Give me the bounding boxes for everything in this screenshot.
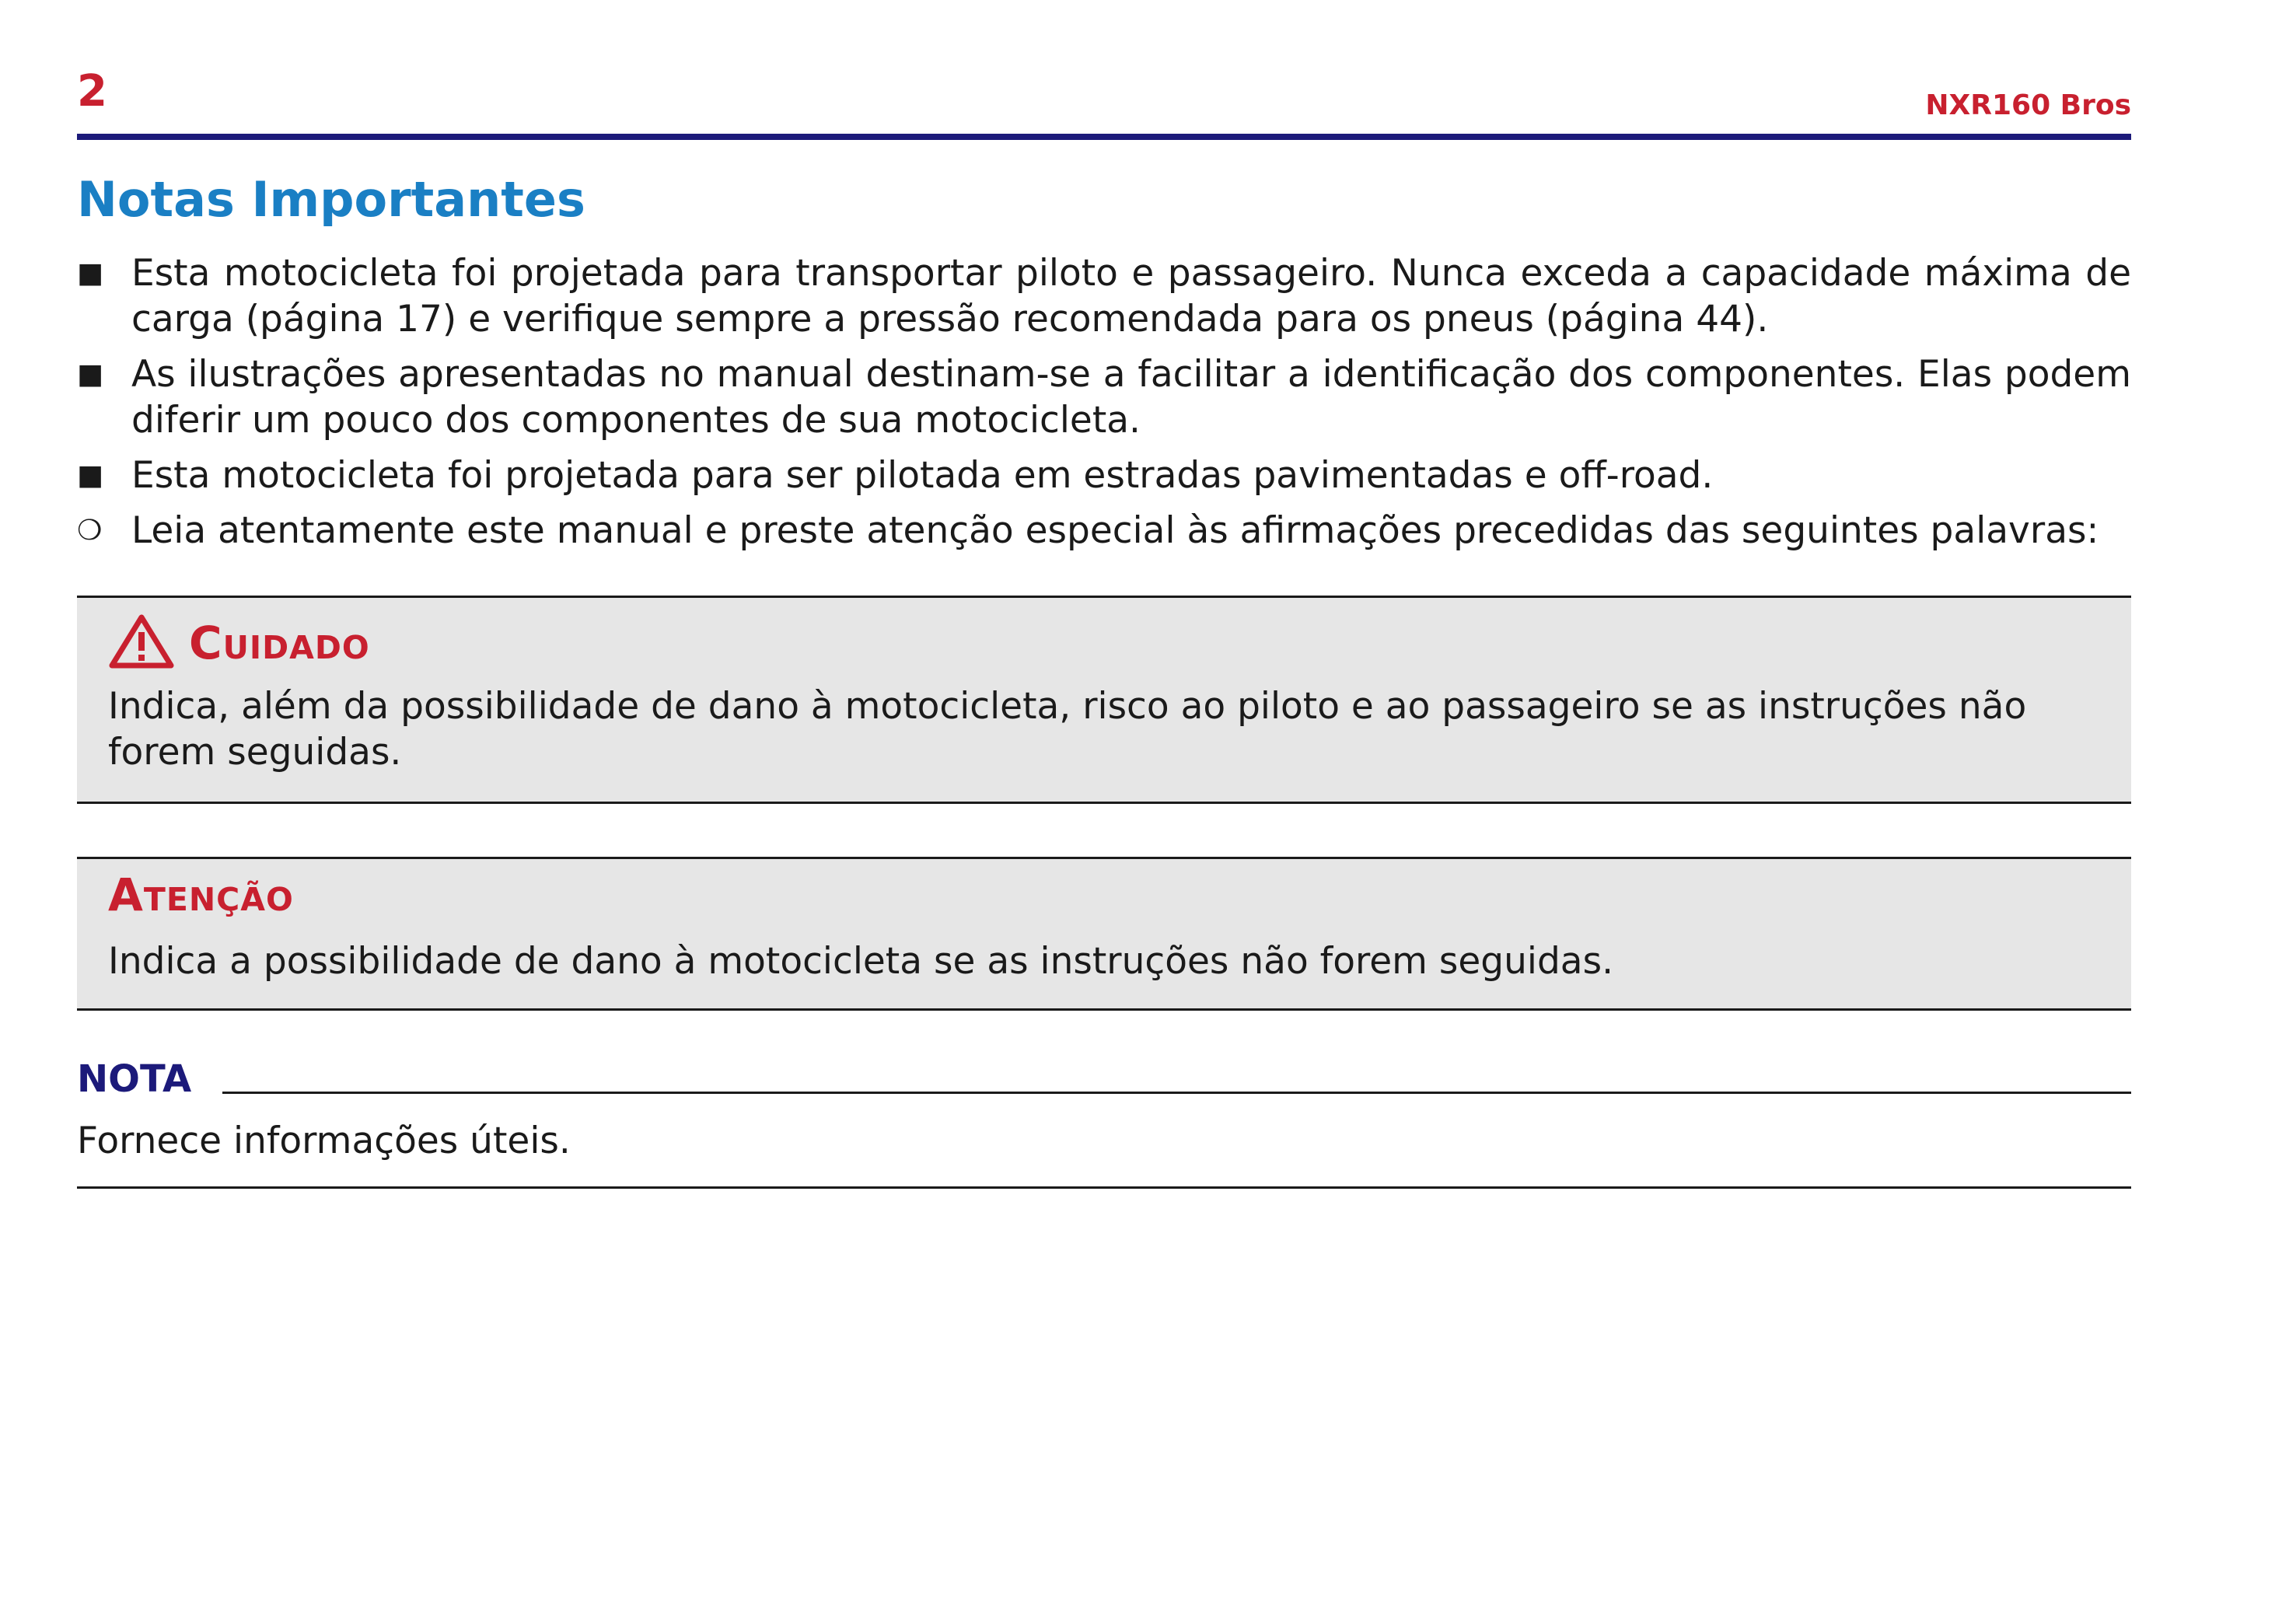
notes-list (77, 250, 2131, 563)
caution-text: Indica, além da possibilidade de dano à motocicleta, risco ao piloto e ao passageiro se as instruções não forem seguidas. (108, 685, 2027, 774)
attention-heading (108, 870, 294, 920)
list-item (77, 452, 2131, 498)
square-bullet-icon: ■ (77, 459, 104, 491)
attention-text: Indica a possibilidade de dano à motocicleta se as instruções não forem seguidas. (108, 940, 1614, 983)
caution-box (77, 596, 2131, 804)
square-bullet-icon: ■ (77, 257, 104, 289)
list-item (77, 250, 2131, 342)
note-text: Esta motocicleta foi projetada para ser pilotada em estradas pavimentadas e off-road. (131, 454, 1714, 497)
note-text: Esta motocicleta foi projetada para transportar piloto e passageiro. Nunca exceda a capacidade máxima de carga (página 17) e verifique sempre a pressão recomendada para os pneus (página 44). (131, 252, 2131, 341)
manual-page (77, 0, 2131, 1607)
header-rule (77, 134, 2131, 140)
attention-label: Atenção (108, 868, 294, 921)
page-number: 2 (77, 66, 107, 117)
caution-heading (108, 613, 370, 669)
nota-text: Fornece informações úteis. (77, 1120, 571, 1162)
caution-label: Cuidado (189, 617, 370, 669)
nota-rule (222, 1092, 2131, 1094)
circle-bullet-icon: ❍ (77, 515, 103, 547)
note-text: As ilustrações apresentadas no manual destinam-se a facilitar a identificação dos componentes. Elas podem diferir um pouco dos componentes de sua motocicleta. (131, 353, 2131, 442)
nota-section (77, 1050, 2131, 1190)
model-name: NXR160 Bros (1925, 89, 2131, 121)
warning-triangle-icon (108, 613, 175, 669)
note-text: Leia atentamente este manual e preste atenção especial às afirmações precedidas das seguintes palavras: (131, 509, 2099, 552)
section-title: Notas Importantes (77, 171, 585, 228)
page-header (77, 68, 2131, 138)
attention-box (77, 857, 2131, 1011)
nota-bottom-rule (77, 1186, 2131, 1189)
nota-label: NOTA (77, 1057, 192, 1101)
list-item (77, 351, 2131, 443)
square-bullet-icon: ■ (77, 358, 104, 390)
list-item (77, 508, 2131, 554)
